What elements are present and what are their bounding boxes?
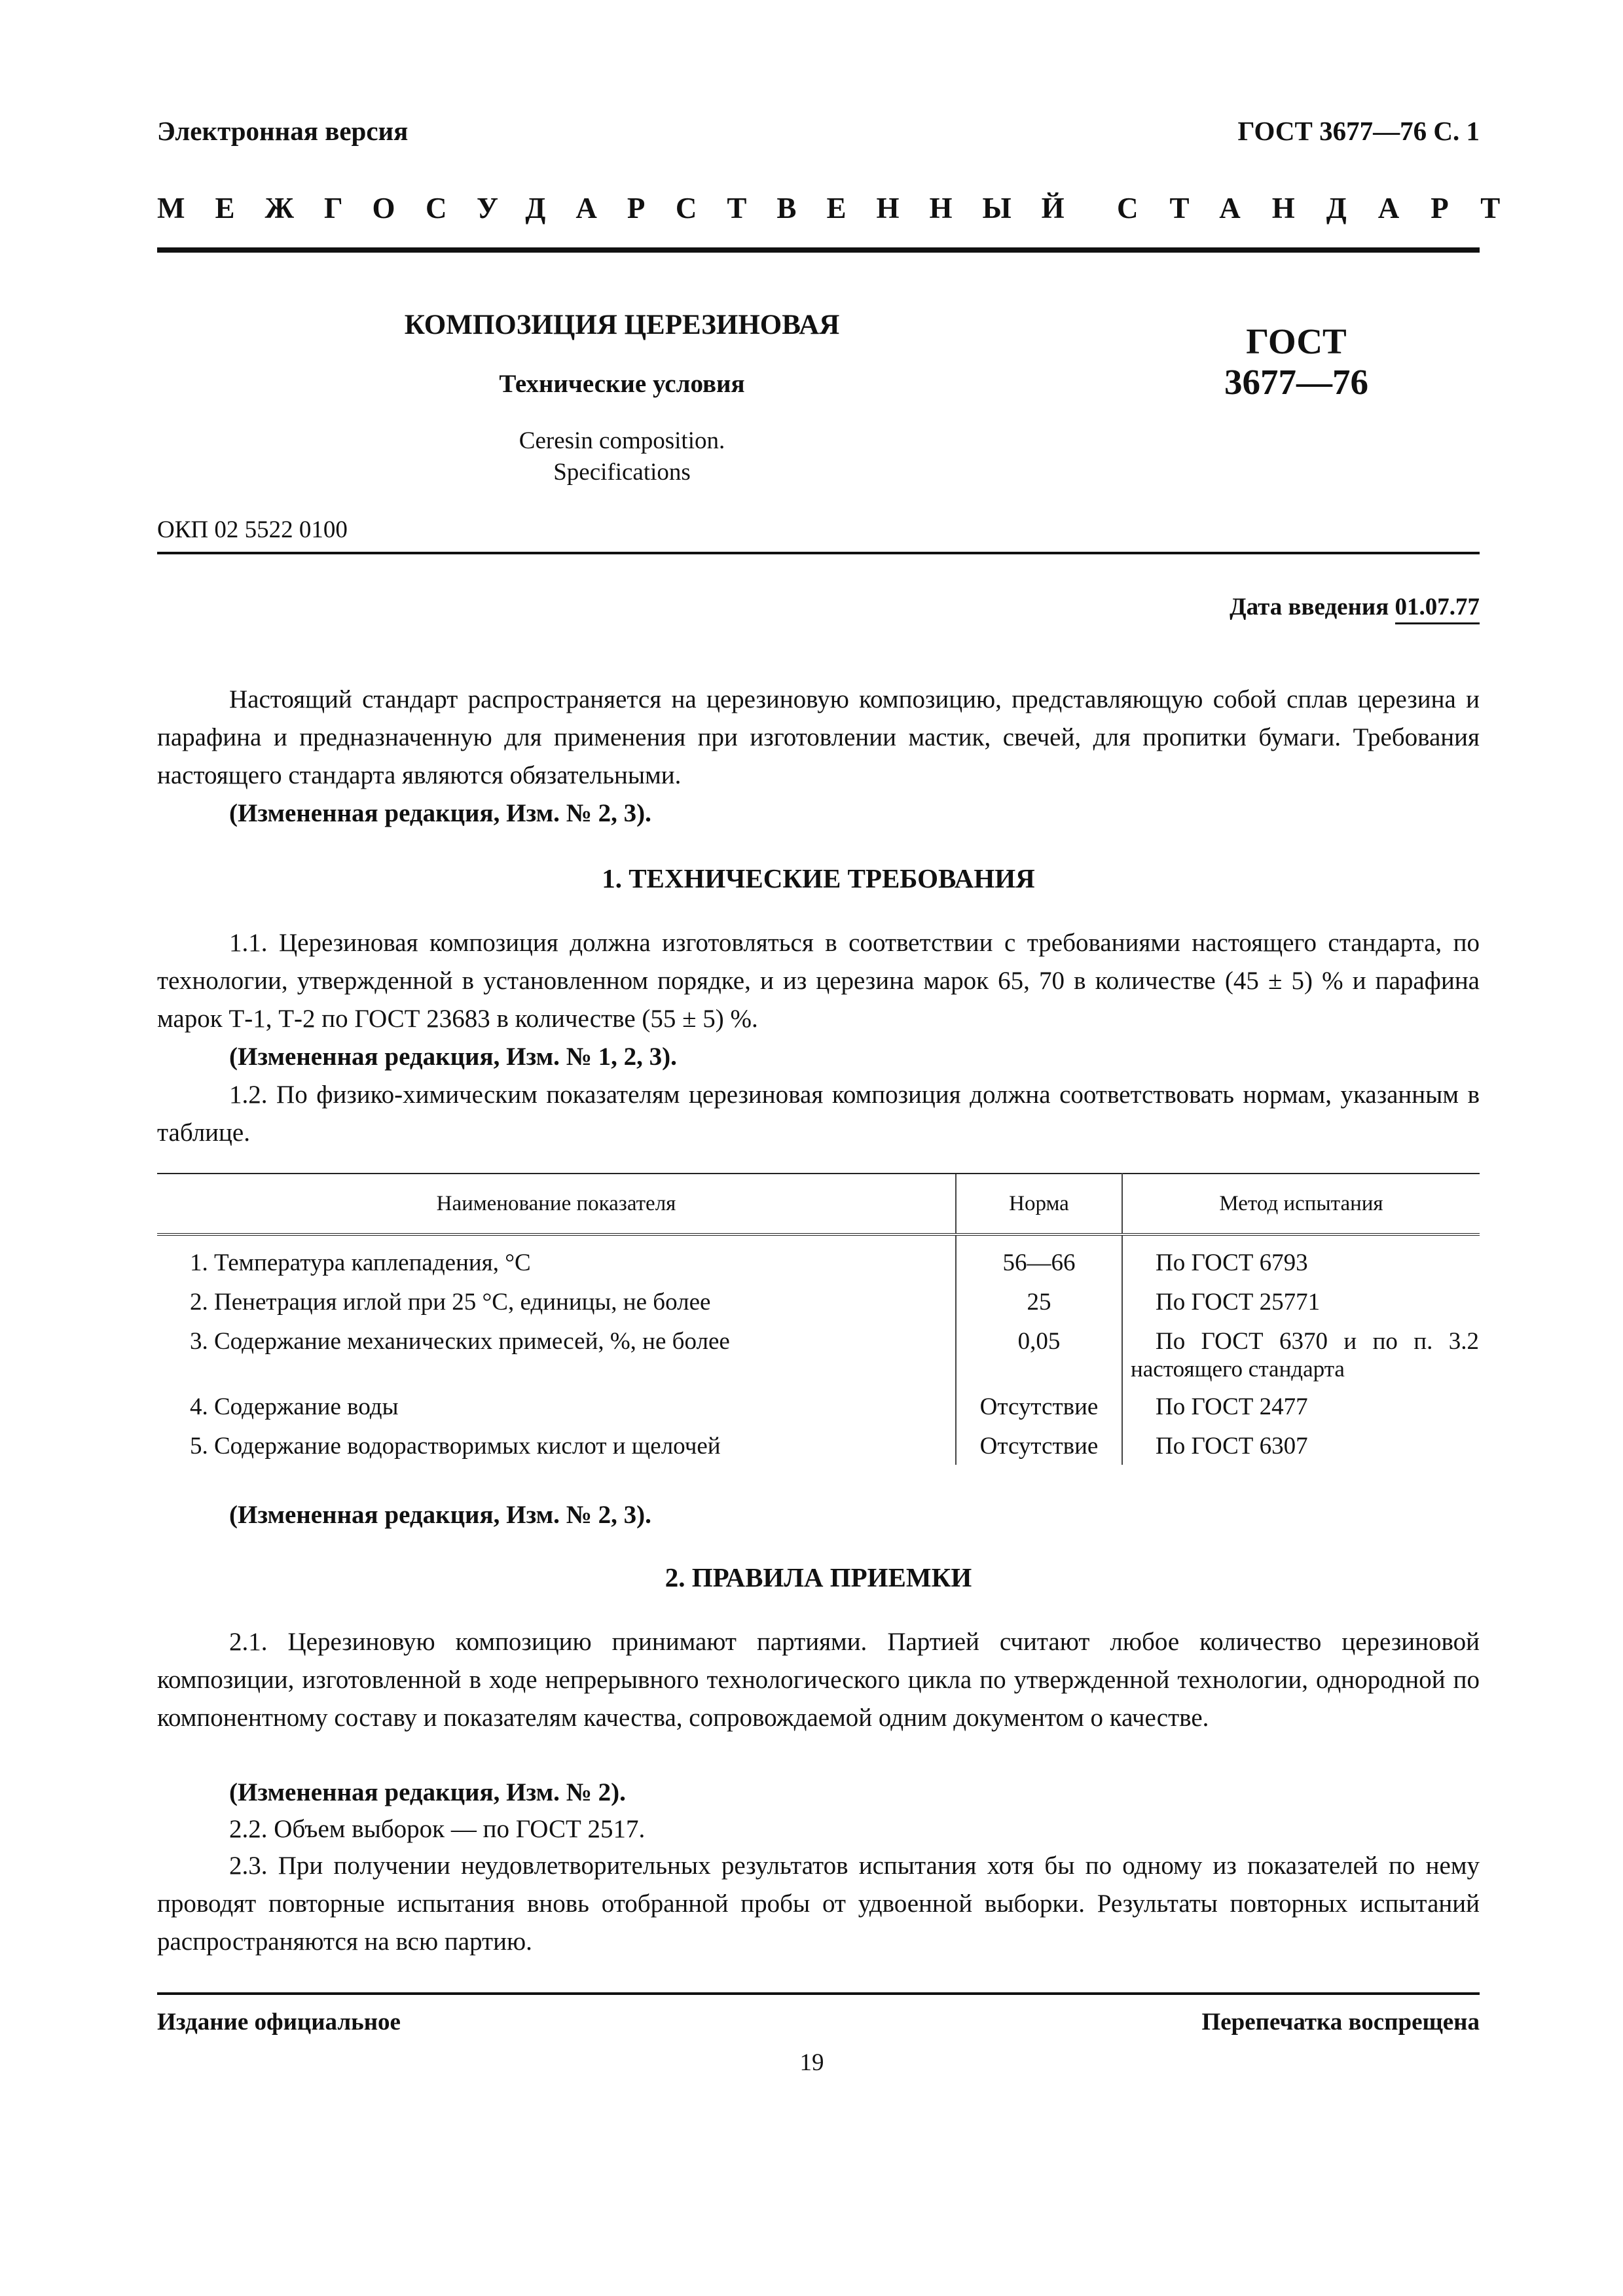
header-left: Электронная версия <box>157 116 409 146</box>
header-indicator: Наименование показателя <box>157 1174 956 1234</box>
para-2-2: 2.2. Объем выборок — по ГОСТ 2517. <box>229 1815 646 1843</box>
row-method-text: По ГОСТ 6307 <box>1156 1433 1308 1460</box>
row-name: 2. Пенетрация иглой при 25 °С, единицы, не более <box>190 1289 711 1316</box>
header-norm: Норма <box>956 1174 1122 1234</box>
banner-right: СТАНДАРТ <box>1117 192 1532 224</box>
para-1-2: 1.2. По физико-химическим показателям церезиновая композиция должна соответствовать нормам, указанным в таблице. <box>157 1081 1480 1147</box>
row-method <box>1122 1426 1480 1465</box>
banner-left: МЕЖГОСУДАРСТВЕННЫЙ <box>157 192 1095 224</box>
row-method-text-cont: настоящего стандарта <box>1131 1356 1345 1382</box>
section2-heading: 2. ПРАВИЛА ПРИЕМКИ <box>665 1562 972 1592</box>
date-label: Дата введения <box>1230 594 1389 620</box>
row-norm: 25 <box>956 1282 1122 1321</box>
document-subtitle: Технические условия <box>499 370 745 398</box>
row-name: 1. Температура каплепадения, °С <box>190 1249 531 1276</box>
intro-date <box>1230 593 1480 621</box>
table-row <box>157 1386 1480 1426</box>
title-rule <box>157 552 1480 554</box>
para-2-1: 2.1. Церезиновую композицию принимают партиями. Партией считают любое количество церезиновой композиции, изготовленной в ходе непрерывного технологического цикла по утвержденной технологии, однородной по компонентному составу и показателям качества, сопровождаемой одним документом о качестве. <box>157 1628 1480 1732</box>
row-name: 4. Содержание воды <box>190 1393 399 1420</box>
row-method-text: По ГОСТ 2477 <box>1156 1393 1308 1420</box>
document-title: КОМПОЗИЦИЯ ЦЕРЕЗИНОВАЯ <box>404 310 840 340</box>
row-norm: Отсутствие <box>956 1386 1122 1426</box>
note-2-1: (Измененная редакция, Изм. № 2). <box>229 1778 626 1806</box>
gost-label: ГОСТ <box>1246 321 1347 361</box>
row-method-text: По ГОСТ 6793 <box>1156 1249 1308 1276</box>
footer-right: Перепечатка воспрещена <box>1201 2009 1480 2036</box>
intro-note: (Измененная редакция, Изм. № 2, 3). <box>229 799 651 827</box>
header-right: ГОСТ 3677—76 С. 1 <box>1237 116 1480 146</box>
intro-paragraph: Настоящий стандарт распространяется на церезиновую композицию, представляющую собой сплав церезина и парафина и предназначенную для применения при изготовлении мастик, свечей, для пропитки бумаги. Требования настоящего стандарта являются обязательными. <box>157 685 1480 789</box>
date-value: 01.07.77 <box>1395 594 1480 624</box>
row-method-text: По ГОСТ 6370 и по п. 3.2 <box>1156 1328 1479 1355</box>
footer-rule <box>157 1992 1480 1995</box>
para-2-3: 2.3. При получении неудовлетворительных результатов испытания хотя бы по одному из показателей по нему проводят повторные испытания вновь отобранной пробы от удвоенной выборки. Результаты повторных испытаний распространяются на всю партию. <box>157 1852 1480 1956</box>
table-note: (Измененная редакция, Изм. № 2, 3). <box>229 1501 651 1529</box>
row-norm: 56—66 <box>956 1234 1122 1282</box>
table-row <box>157 1426 1480 1465</box>
row-norm: Отсутствие <box>956 1426 1122 1465</box>
banner-rule <box>157 247 1480 253</box>
row-name: 3. Содержание механических примесей, %, не более <box>190 1328 730 1355</box>
note-1-1: (Измененная редакция, Изм. № 1, 2, 3). <box>229 1043 677 1071</box>
table-row <box>157 1321 1480 1386</box>
row-method <box>1122 1386 1480 1426</box>
section1-heading: 1. ТЕХНИЧЕСКИЕ ТРЕБОВАНИЯ <box>602 863 1035 893</box>
page-number: 19 <box>799 2049 824 2076</box>
row-method <box>1122 1321 1480 1386</box>
english-title-line1: Ceresin composition. <box>519 427 725 454</box>
properties-table <box>157 1173 1480 1465</box>
table-row <box>157 1234 1480 1282</box>
row-norm: 0,05 <box>956 1321 1122 1386</box>
header-method: Метод испытания <box>1122 1174 1480 1234</box>
row-method <box>1122 1282 1480 1321</box>
footer-left: Издание официальное <box>157 2009 401 2036</box>
gost-number: 3677—76 <box>1224 362 1368 402</box>
english-title-line2: Specifications <box>553 459 691 486</box>
row-method <box>1122 1234 1480 1282</box>
para-1-1: 1.1. Церезиновая композиция должна изготовляться в соответствии с требованиями настоящего стандарта, по технологии, утвержденной в установленном порядке, и из церезина марок 65, 70 в количестве (45 ± 5) % и парафина марок Т-1, Т-2 по ГОСТ 23683 в количестве (55 ± 5) %. <box>157 929 1480 1033</box>
table-header-row <box>157 1174 1480 1234</box>
row-method-text: По ГОСТ 25771 <box>1156 1289 1321 1316</box>
okp-code: ОКП 02 5522 0100 <box>157 516 348 543</box>
row-name: 5. Содержание водорастворимых кислот и щелочей <box>190 1433 721 1460</box>
table-row <box>157 1282 1480 1321</box>
